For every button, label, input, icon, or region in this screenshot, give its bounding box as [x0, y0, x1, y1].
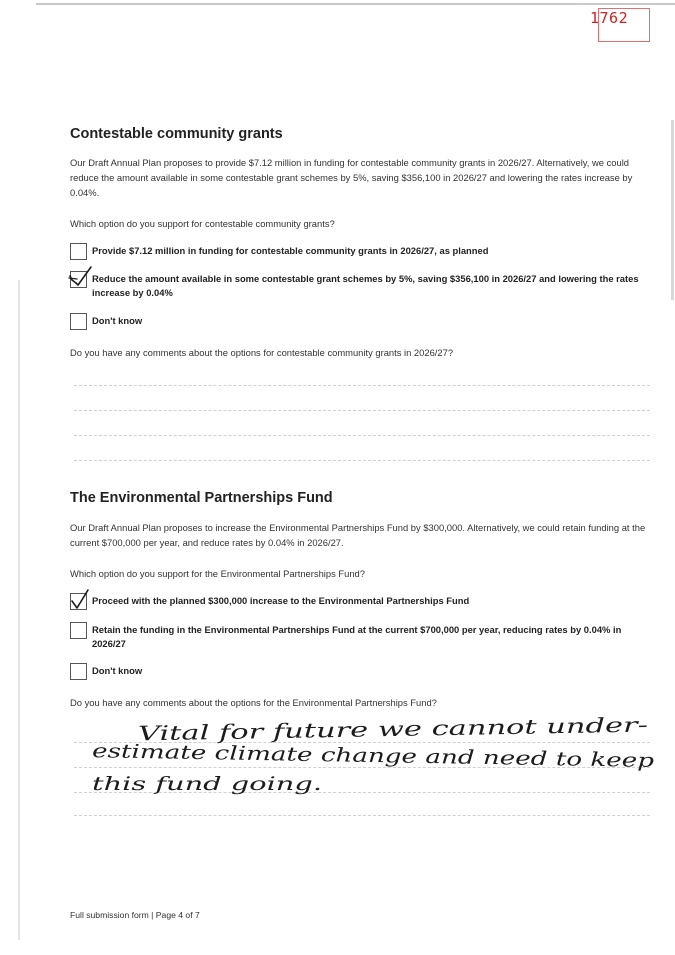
- checkbox-retain-funding[interactable]: [70, 622, 87, 639]
- option-label: Don't know: [92, 665, 143, 676]
- handwritten-line-3: this fund going.: [92, 773, 322, 795]
- option-label: Retain the funding in the Environmental Partnerships Fund at the current $700,000 per year, reducing rates by 0.04% in 2026/27: [92, 624, 622, 649]
- handwritten-check-icon: [69, 588, 93, 612]
- comments-question-environmental-fund: Do you have any comments about the options for the Environmental Partnerships Fund?: [70, 697, 437, 708]
- checkbox-dont-know-grants[interactable]: [70, 313, 87, 330]
- handwritten-comment[interactable]: [92, 712, 662, 802]
- comment-line: [74, 385, 650, 386]
- handwritten-line-1: Vital for future we cannot under-: [137, 715, 474, 746]
- page-top-edge: [36, 3, 675, 5]
- option-label: Reduce the amount available in some contestable grant schemes by 5%, saving $356,100 in 2026/27 and lowering the rates increase by 0.04%: [92, 273, 639, 298]
- option-label: Don't know: [92, 315, 143, 326]
- comments-question-community-grants: Do you have any comments about the options for contestable community grants in 2026/27?: [70, 347, 454, 358]
- section-intro-community-grants: Our Draft Annual Plan proposes to provide $7.12 million in funding for contestable community grants in 2026/27. Alternatively, we could reduce the amount available in some contestable grant schemes by 5%, saving $356,100 in 2026/27 and lowering the rates increase by 0.04%.: [70, 157, 633, 198]
- question-environmental-fund: Which option do you support for the Environmental Partnerships Fund?: [70, 568, 365, 579]
- page-footer: Full submission form | Page 4 of 7: [70, 910, 200, 920]
- checkbox-reduce-amount[interactable]: [70, 271, 87, 288]
- checkbox-dont-know-fund[interactable]: [70, 663, 87, 680]
- option-label: Provide $7.12 million in funding for contestable community grants in 2026/27, as planned: [92, 245, 489, 256]
- submission-number: 1762: [590, 9, 629, 27]
- comment-line: [74, 410, 650, 411]
- section-title-community-grants: Contestable community grants: [70, 126, 283, 142]
- comment-line: [74, 815, 650, 816]
- section-intro-environmental-fund: Our Draft Annual Plan proposes to increase the Environmental Partnerships Fund by $300,000. Alternatively, we could retain funding at the current $700,000 per year, and reduce rates by 0.04% in 2026/27.: [70, 522, 646, 548]
- comment-line: [74, 460, 650, 461]
- handwritten-line-2: estimate climate change and need to keep: [92, 740, 501, 770]
- scan-left-edge: [18, 280, 20, 940]
- comment-line: [74, 435, 650, 436]
- section-title-environmental-fund: The Environmental Partnerships Fund: [70, 490, 333, 506]
- question-community-grants: Which option do you support for contestable community grants?: [70, 218, 335, 229]
- checkbox-proceed-increase[interactable]: [70, 593, 87, 610]
- scan-right-edge: [671, 120, 674, 300]
- checkbox-provide-funding[interactable]: [70, 243, 87, 260]
- handwritten-check-icon: [69, 266, 93, 290]
- option-label: Proceed with the planned $300,000 increase to the Environmental Partnerships Fund: [92, 595, 470, 606]
